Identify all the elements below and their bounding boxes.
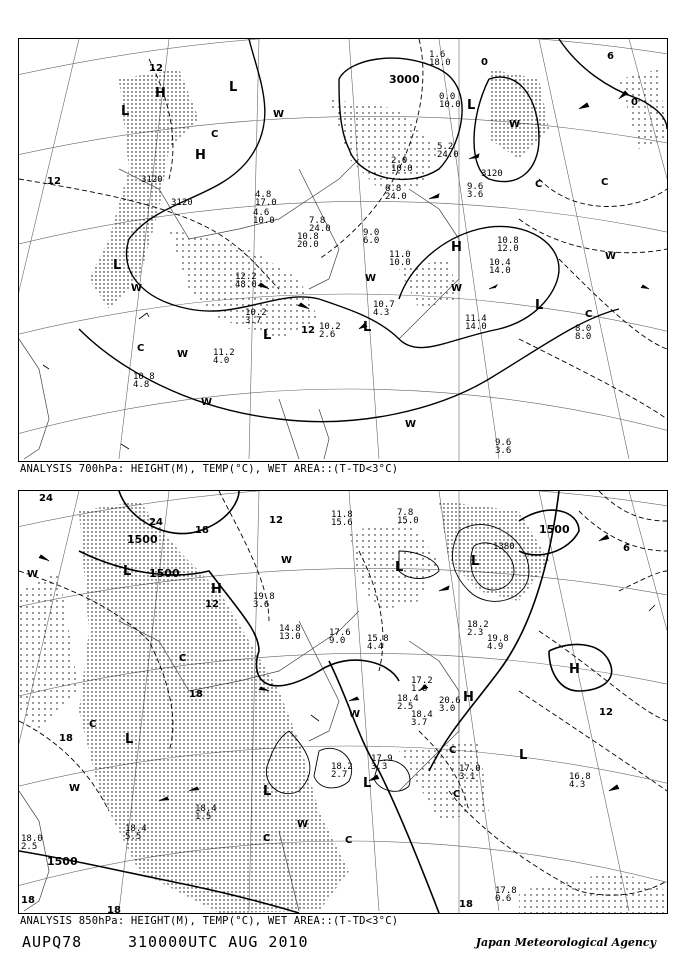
station-temp: 19.8 <box>487 634 509 644</box>
valid-time: 310000UTC AUG 2010 <box>128 933 309 951</box>
cold-marker: C <box>263 833 271 844</box>
cold-marker: C <box>345 835 353 846</box>
isotherm-label: 18 <box>459 899 473 910</box>
height-label: 3120 <box>481 169 503 179</box>
station-dewpoint-depression: 13.0 <box>279 632 301 642</box>
station-dewpoint-depression: 10.0 <box>439 100 461 110</box>
cold-marker: C <box>453 789 461 800</box>
low-center: L <box>123 564 132 579</box>
station-dewpoint-depression: 10.0 <box>391 164 413 174</box>
isotherm-label: 12 <box>47 176 61 187</box>
warm-marker: W <box>281 555 293 566</box>
isotherm-label: 18 <box>59 733 73 744</box>
station-temp: 10.2 <box>245 308 267 318</box>
isotherm-label: 12 <box>599 707 613 718</box>
high-center: H <box>155 86 166 101</box>
station-temp: 9.6 <box>495 438 512 448</box>
isotherm-label: 24 <box>149 517 163 528</box>
station-temp: 9.6 <box>467 182 484 192</box>
station-temp: 17.9 <box>371 754 393 764</box>
isotherm-label: 12 <box>149 63 163 74</box>
high-center: H <box>569 662 580 677</box>
station-temp: 4.8 <box>255 190 272 200</box>
isotherm-label: 0 <box>481 57 488 68</box>
low-center: L <box>535 298 544 313</box>
agency-name: Japan Meteorological Agency <box>475 936 656 949</box>
wet-areas <box>19 501 667 913</box>
station-dewpoint-depression: 4.9 <box>487 642 504 652</box>
caption-850hpa: ANALYSIS 850hPa: HEIGHT(M), TEMP(°C), WET AREA::(T-TD<3°C) <box>20 915 399 927</box>
station-temp: 18.4 <box>195 804 217 814</box>
warm-marker: W <box>297 819 309 830</box>
station-temp: 18.4 <box>397 694 419 704</box>
station-temp: 15.8 <box>367 634 389 644</box>
warm-marker: W <box>69 783 81 794</box>
height-label: 3120 <box>171 198 193 208</box>
cold-marker: C <box>585 309 593 320</box>
station-dewpoint-depression: 3.1 <box>459 772 476 782</box>
isotherm-label: 12 <box>205 599 219 610</box>
high-center: H <box>451 240 462 255</box>
isotherm-label: 18 <box>21 895 35 906</box>
station-dewpoint-depression: 10.0 <box>253 216 275 226</box>
station-dewpoint-depression: 15.6 <box>331 518 353 528</box>
station-temp: 16.8 <box>569 772 591 782</box>
height-label: 3120 <box>141 175 163 185</box>
station-dewpoint-depression: 2.7 <box>331 770 348 780</box>
station-dewpoint-depression: 12.0 <box>497 244 519 254</box>
warm-marker: W <box>349 709 361 720</box>
station-dewpoint-depression: 4.3 <box>569 780 586 790</box>
station-temp: 11.2 <box>213 348 235 358</box>
station-temp: 0.0 <box>439 92 456 102</box>
station-dewpoint-depression: 24.0 <box>309 224 331 234</box>
station-dewpoint-depression: 17.0 <box>255 198 277 208</box>
station-dewpoint-depression: 14.0 <box>465 322 487 332</box>
station-dewpoint-depression: 4.4 <box>367 642 384 652</box>
low-center: L <box>113 258 122 273</box>
station-dewpoint-depression: 18.0 <box>429 58 451 68</box>
station-temp: 11.8 <box>331 510 353 520</box>
station-temp: 19.8 <box>253 592 275 602</box>
map-700hpa <box>19 39 667 461</box>
station-dewpoint-depression: 3.0 <box>439 704 456 714</box>
high-center: H <box>463 690 474 705</box>
station-dewpoint-depression: 24.0 <box>437 150 459 160</box>
height-label: 1500 <box>127 533 158 546</box>
height-label: 3000 <box>389 73 420 86</box>
station-temp: 11.0 <box>389 250 411 260</box>
station-temp: 20.6 <box>439 696 461 706</box>
station-temp: 17.0 <box>459 764 481 774</box>
station-temp: 17.6 <box>329 628 351 638</box>
station-temp: 18.4 <box>125 824 147 834</box>
warm-marker: W <box>201 397 213 408</box>
cold-marker: C <box>601 177 609 188</box>
height-label: 1500 <box>47 855 78 868</box>
station-dewpoint-depression: 4.0 <box>213 356 230 366</box>
isotherm-label: 12 <box>269 515 283 526</box>
height-label: 1500 <box>149 567 180 580</box>
low-center: L <box>467 98 476 113</box>
station-temp: 14.8 <box>279 624 301 634</box>
station-dewpoint-depression: 24.0 <box>385 192 407 202</box>
station-dewpoint-depression: 14.0 <box>489 266 511 276</box>
station-temp: 10.7 <box>373 300 395 310</box>
chart-700hpa <box>18 38 668 462</box>
station-temp: 8.0 <box>575 324 592 334</box>
warm-marker: W <box>27 569 39 580</box>
warm-marker: W <box>177 349 189 360</box>
isotherm-label: 6 <box>607 51 614 62</box>
warm-marker: W <box>509 119 521 130</box>
isotherm-label: 24 <box>39 493 53 504</box>
height-label: 1380 <box>493 542 515 552</box>
warm-marker: W <box>365 273 377 284</box>
station-dewpoint-depression: 20.0 <box>297 240 319 250</box>
high-center: H <box>195 148 206 163</box>
station-dewpoint-depression: 3.7 <box>245 316 262 326</box>
cold-marker: C <box>535 179 543 190</box>
station-temp: 18.2 <box>331 762 353 772</box>
station-dewpoint-depression: 3.7 <box>411 718 428 728</box>
station-temp: 17.2 <box>411 676 433 686</box>
station-dewpoint-depression: 6.0 <box>363 236 380 246</box>
isotherm-label: 6 <box>623 543 630 554</box>
low-center: L <box>125 732 134 747</box>
station-dewpoint-depression: 5.5 <box>125 832 142 842</box>
station-temp: 10.4 <box>489 258 511 268</box>
station-temp: 18.2 <box>467 620 489 630</box>
station-dewpoint-depression: 9.0 <box>329 636 346 646</box>
warm-marker: W <box>405 419 417 430</box>
map-850hpa <box>19 491 667 913</box>
high-center: H <box>211 582 222 597</box>
station-temp: 10.2 <box>319 322 341 332</box>
station-dewpoint-depression: 3.3 <box>371 762 388 772</box>
station-temp: 10.8 <box>297 232 319 242</box>
station-dewpoint-depression: 3.6 <box>253 600 270 610</box>
station-dewpoint-depression: 8.0 <box>575 332 592 342</box>
cold-marker: C <box>137 343 145 354</box>
low-center: L <box>121 104 130 119</box>
station-temp: 18.4 <box>411 710 433 720</box>
low-center: L <box>395 560 404 575</box>
station-dewpoint-depression: 2.6 <box>319 330 336 340</box>
warm-marker: W <box>131 283 143 294</box>
cold-marker: C <box>211 129 219 140</box>
station-temp: 9.0 <box>363 228 380 238</box>
station-temp: 10.8 <box>133 372 155 382</box>
low-center: L <box>471 554 480 569</box>
station-dewpoint-depression: 4.8 <box>133 380 150 390</box>
station-dewpoint-depression: 1.6 <box>411 684 428 694</box>
station-temp: 7.8 <box>397 508 414 518</box>
station-dewpoint-depression: 4.3 <box>373 308 390 318</box>
isotherm-label: 0 <box>631 97 638 108</box>
station-temp: 10.8 <box>497 236 519 246</box>
low-center: L <box>263 328 272 343</box>
low-center: L <box>363 776 372 791</box>
warm-marker: W <box>605 251 617 262</box>
low-center: L <box>229 80 238 95</box>
station-temp: 17.8 <box>495 886 517 896</box>
station-temp: 1.6 <box>429 50 446 60</box>
warm-marker: W <box>451 283 463 294</box>
station-temp: 6.8 <box>385 184 402 194</box>
caption-700hpa: ANALYSIS 700hPa: HEIGHT(M), TEMP(°C), WET AREA::(T-TD<3°C) <box>20 463 399 475</box>
cold-marker: C <box>89 719 97 730</box>
station-temp: 4.6 <box>253 208 270 218</box>
cold-marker: C <box>179 653 187 664</box>
chart-850hpa <box>18 490 668 914</box>
isotherm-label: 12 <box>301 325 315 336</box>
station-dewpoint-depression: 3.6 <box>467 190 484 200</box>
station-dewpoint-depression: 0.6 <box>495 894 512 904</box>
low-center: L <box>363 320 372 335</box>
chart-identifier: AUPQ78 <box>22 933 83 951</box>
station-dewpoint-depression: 48.0 <box>235 280 257 290</box>
station-dewpoint-depression: 1.5 <box>195 812 212 822</box>
isotherm-label: 18 <box>107 905 121 913</box>
station-temp: 12.2 <box>235 272 257 282</box>
station-dewpoint-depression: 2.5 <box>21 842 38 852</box>
station-temp: 18.0 <box>21 834 43 844</box>
isotherm-label: 18 <box>195 525 209 536</box>
station-temp: 7.8 <box>309 216 326 226</box>
warm-marker: W <box>273 109 285 120</box>
cold-marker: C <box>449 745 457 756</box>
station-dewpoint-depression: 15.0 <box>397 516 419 526</box>
low-center: L <box>263 784 272 799</box>
low-center: L <box>519 748 528 763</box>
station-dewpoint-depression: 3.6 <box>495 446 512 456</box>
station-temp: 2.0 <box>391 156 408 166</box>
station-dewpoint-depression: 2.3 <box>467 628 484 638</box>
station-dewpoint-depression: 10.0 <box>389 258 411 268</box>
station-temp: 11.4 <box>465 314 487 324</box>
station-temp: 5.2 <box>437 142 454 152</box>
height-label: 1500 <box>539 523 570 536</box>
station-dewpoint-depression: 2.5 <box>397 702 414 712</box>
isotherm-label: 18 <box>189 689 203 700</box>
